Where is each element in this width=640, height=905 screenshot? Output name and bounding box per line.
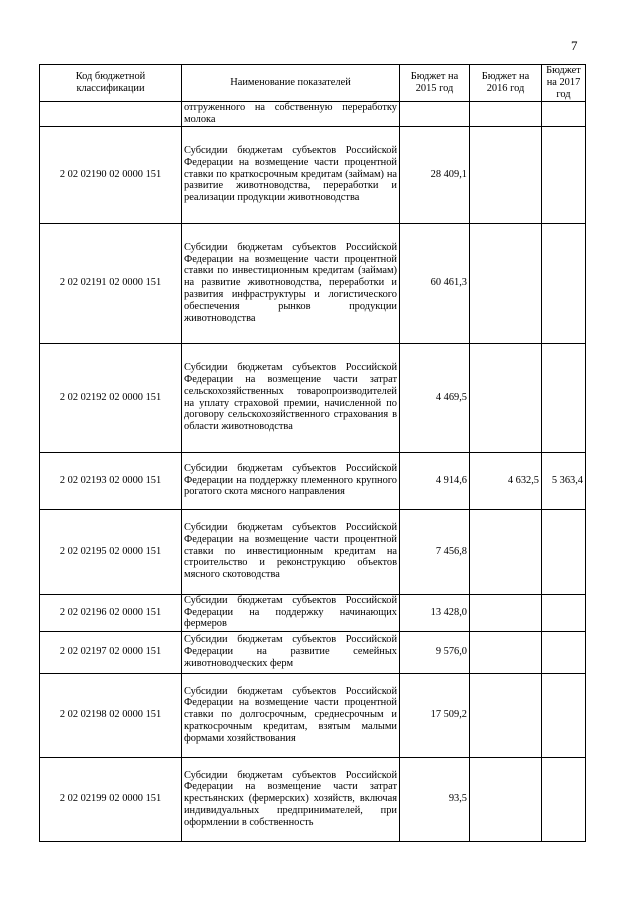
budget-2017-cell bbox=[542, 102, 586, 127]
budget-2017-cell: 5 363,4 bbox=[542, 452, 586, 509]
table-row bbox=[40, 594, 586, 631]
code-cell: 2 02 02196 02 0000 151 bbox=[40, 594, 182, 631]
code-cell: 2 02 02197 02 0000 151 bbox=[40, 631, 182, 673]
name-cell: Субсидии бюджетам субъектов Российской Федерации на возмещение части процентной ставки по инвестиционным кредитам (займам) на развитие животноводства, переработки и развития инфраструктуры и логистического обеспечения рынков продукции животноводства bbox=[182, 223, 400, 343]
table-row bbox=[40, 757, 586, 841]
budget-2015-cell: 60 461,3 bbox=[400, 223, 470, 343]
budget-2016-cell bbox=[470, 223, 542, 343]
name-cell: Субсидии бюджетам субъектов Российской Федерации на возмещение части затрат сельскохозяйственных товаропроизводителей на уплату страховой премии, начисленной по договору сельскохозяйственного страхования в области животноводства bbox=[182, 343, 400, 452]
budget-2015-cell: 93,5 bbox=[400, 757, 470, 841]
budget-2017-cell bbox=[542, 757, 586, 841]
budget-2015-cell: 4 914,6 bbox=[400, 452, 470, 509]
budget-table bbox=[39, 64, 586, 842]
table-row bbox=[40, 343, 586, 452]
code-cell: 2 02 02199 02 0000 151 bbox=[40, 757, 182, 841]
header-budget-2017: Бюджет на 2017 год bbox=[542, 65, 586, 102]
header-budget-2015: Бюджет на 2015 год bbox=[400, 65, 470, 102]
budget-2017-cell bbox=[542, 223, 586, 343]
table-row bbox=[40, 673, 586, 757]
budget-2015-cell: 7 456,8 bbox=[400, 509, 470, 594]
code-cell: 2 02 02192 02 0000 151 bbox=[40, 343, 182, 452]
table-row bbox=[40, 102, 586, 127]
name-cell: Субсидии бюджетам субъектов Российской Федерации на возмещение части затрат крестьянских (фермерских) хозяйств, включая индивидуальных предпринимателей, при оформлении в собственность bbox=[182, 757, 400, 841]
budget-2016-cell bbox=[470, 126, 542, 223]
code-cell: 2 02 02190 02 0000 151 bbox=[40, 126, 182, 223]
budget-2016-cell bbox=[470, 594, 542, 631]
code-cell: 2 02 02193 02 0000 151 bbox=[40, 452, 182, 509]
budget-2017-cell bbox=[542, 673, 586, 757]
name-cell: Субсидии бюджетам субъектов Российской Федерации на развитие семейных животноводческих ферм bbox=[182, 631, 400, 673]
budget-2015-cell: 4 469,5 bbox=[400, 343, 470, 452]
name-cell: Субсидии бюджетам субъектов Российской Федерации на возмещение части процентной ставки по долгосрочным, среднесрочным и краткосрочным кредитам, взятым малыми формами хозяйствования bbox=[182, 673, 400, 757]
budget-2016-cell: 4 632,5 bbox=[470, 452, 542, 509]
code-cell bbox=[40, 102, 182, 127]
table-row bbox=[40, 631, 586, 673]
header-budget-2016: Бюджет на 2016 год bbox=[470, 65, 542, 102]
name-cell: Субсидии бюджетам субъектов Российской Федерации на возмещение части процентной ставки по инвестиционным кредитам на строительство и реконструкцию объектов мясного скотоводства bbox=[182, 509, 400, 594]
name-cell: Субсидии бюджетам субъектов Российской Федерации на поддержку начинающих фермеров bbox=[182, 594, 400, 631]
budget-2017-cell bbox=[542, 509, 586, 594]
budget-2016-cell bbox=[470, 631, 542, 673]
table-row bbox=[40, 509, 586, 594]
name-cell: Субсидии бюджетам субъектов Российской Федерации на поддержку племенного крупного рогатого скота мясного направления bbox=[182, 452, 400, 509]
budget-2017-cell bbox=[542, 594, 586, 631]
budget-2016-cell bbox=[470, 343, 542, 452]
budget-2015-cell: 17 509,2 bbox=[400, 673, 470, 757]
budget-2015-cell: 28 409,1 bbox=[400, 126, 470, 223]
code-cell: 2 02 02195 02 0000 151 bbox=[40, 509, 182, 594]
budget-2015-cell bbox=[400, 102, 470, 127]
budget-2016-cell bbox=[470, 757, 542, 841]
budget-2016-cell bbox=[470, 102, 542, 127]
budget-2017-cell bbox=[542, 343, 586, 452]
header-name: Наименование показателей bbox=[182, 65, 400, 102]
budget-2017-cell bbox=[542, 126, 586, 223]
budget-2016-cell bbox=[470, 509, 542, 594]
name-cell: Субсидии бюджетам субъектов Российской Федерации на возмещение части процентной ставки по краткосрочным кредитам (займам) на развитие животноводства, переработки и реализации продукции животноводства bbox=[182, 126, 400, 223]
budget-2015-cell: 13 428,0 bbox=[400, 594, 470, 631]
code-cell: 2 02 02191 02 0000 151 bbox=[40, 223, 182, 343]
header-code: Код бюджетной классификации bbox=[40, 65, 182, 102]
budget-2015-cell: 9 576,0 bbox=[400, 631, 470, 673]
page-number: 7 bbox=[571, 38, 578, 53]
name-cell: отгруженного на собственную переработку молока bbox=[182, 102, 400, 127]
code-cell: 2 02 02198 02 0000 151 bbox=[40, 673, 182, 757]
table-header-row bbox=[40, 65, 586, 102]
budget-2017-cell bbox=[542, 631, 586, 673]
table-row bbox=[40, 223, 586, 343]
budget-2016-cell bbox=[470, 673, 542, 757]
table-row bbox=[40, 126, 586, 223]
table-row bbox=[40, 452, 586, 509]
